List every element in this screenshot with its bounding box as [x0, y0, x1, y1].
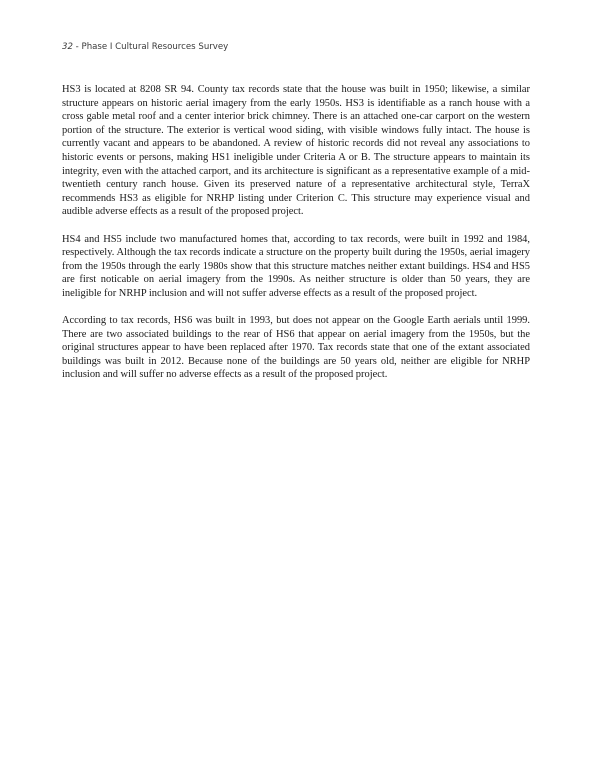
body-text	[62, 83, 530, 396]
paragraph-hs3: HS3 is located at 8208 SR 94. County tax records state that the house was built in 1950; likewise, a similar structure appears on historic aerial imagery from the early 1950s. HS3 is identifiable as a ranch house with a cross gable metal roof and a center interior brick chimney. There is an attached one-car carport on the western portion of the structure. The exterior is vertical wood siding, with visible windows fully intact. The house is currently vacant and appears to be abandoned. A review of historic records did not reveal any associations to historic events or persons, making HS1 ineligible under Criteria A or B. The structure appears to maintain its integrity, even with the attached carport, and its architecture is significant as a representative example of a mid-twentieth century ranch house. Given its preserved nature of a representative architectural style, TerraX recommends HS3 as eligible for NRHP listing under Criterion C. This structure may experience visual and audible adverse effects as a result of the proposed project.	[62, 84, 530, 218]
running-header	[62, 42, 228, 52]
paragraph-hs6: According to tax records, HS6 was built in 1993, but does not appear on the Google Earth aerials until 1999. There are two associated buildings to the rear of HS6 that appear on aerial imagery from the 1950s, but the original structures appear to have been replaced after 1970. Tax records state that one of the extant associated buildings was built in 2012. Because none of the buildings are 50 years old, neither are eligible for NRHP inclusion and will suffer no adverse effects as a result of the proposed project.	[62, 315, 530, 381]
page-number: 32	[62, 42, 73, 52]
header-separator: -	[72, 42, 82, 52]
header-title: Phase I Cultural Resources Survey	[81, 42, 229, 52]
paragraph-hs4-hs5: HS4 and HS5 include two manufactured homes that, according to tax records, were built in 1992 and 1984, respectively. Although the tax records indicate a structure on the property built during the 1950s, aerial imagery from the 1950s through the early 1980s show that this structure matches neither extant buildings. HS4 and HS5 are first noticable on aerial imagery from the 1990s. As neither structure is older than 50 years, they are ineligible for NRHP inclusion and will not suffer adverse effects as a result of the proposed project.	[62, 233, 530, 299]
